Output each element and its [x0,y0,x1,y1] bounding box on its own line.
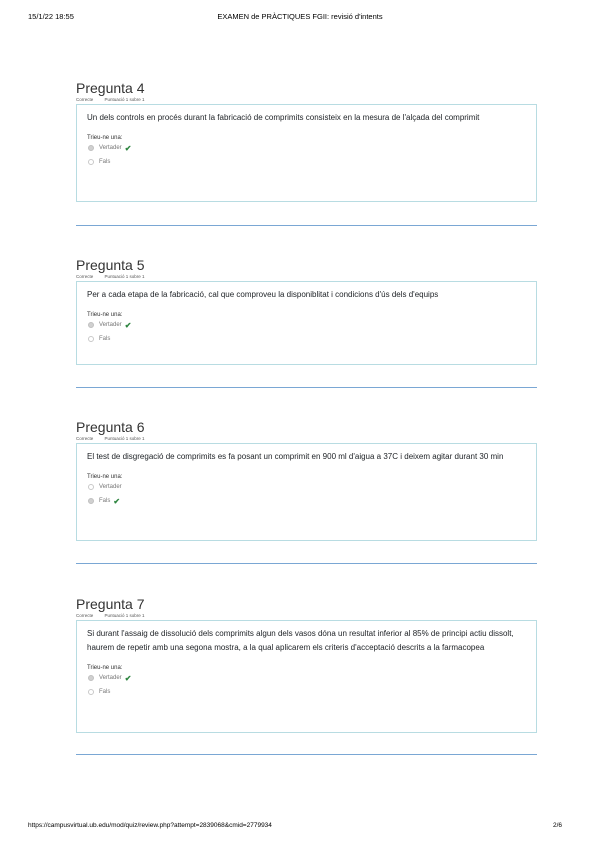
answer-prompt: Trieu-ne una: [87,665,123,671]
page-number: 2/6 [552,822,562,829]
check-icon: ✔ [124,320,132,330]
option-label: Fals [99,689,111,695]
question-text: Per a cada etapa de la fabricació, cal que comproveu la disponiblitat i condicions d'ús dels d'equips [87,290,439,299]
option-fals[interactable] [87,685,526,699]
page-url: https://campusvirtual.ub.edu/mod/quiz/review.php?attempt=2839068&cmid=2779934 [28,822,272,829]
radio-icon[interactable] [88,675,94,681]
question-5 [76,257,537,365]
question-meta [76,97,537,104]
question-status: Correcte [76,613,94,618]
option-label: Vertader [99,675,122,681]
option-label: Fals [99,159,111,165]
question-separator [76,387,537,388]
check-icon: ✔ [113,496,121,506]
question-7 [76,596,537,733]
check-icon: ✔ [124,143,132,153]
question-text: Si durant l'assaig de dissolució dels comprimits algun dels vasos dóna un resultat inferior al 85% de principi actiu dissolt, haurem de repetir amb una segona mostra, a la qual aplicarem els criteris d'acceptació descrits a la farmacopea [87,629,514,652]
option-fals[interactable] [87,332,526,346]
question-6 [76,419,537,541]
option-fals[interactable] [87,494,526,508]
question-status: Correcte [76,274,94,279]
option-vertader[interactable] [87,318,526,332]
print-date: 15/1/22 18:55 [28,12,74,21]
question-box [76,620,537,733]
question-status: Correcte [76,97,94,102]
question-separator [76,754,537,755]
radio-icon[interactable] [88,159,94,165]
question-box [76,443,537,541]
question-separator [76,563,537,564]
question-score: Puntuació 1 sobre 1 [104,436,145,441]
question-text: Un dels controls en procés durant la fabricació de comprimits consisteix en la mesura de l'alçada del comprimit [87,113,480,122]
radio-icon[interactable] [88,336,94,342]
check-icon: ✔ [124,673,132,683]
question-score: Puntuació 1 sobre 1 [104,274,145,279]
answer-prompt: Trieu-ne una: [87,312,123,318]
question-text: El test de disgregació de comprimits es fa posant un comprimit en 900 ml d'aigua a 37C i deixem agitar durant 30 min [87,452,504,461]
option-label: Fals [99,498,111,504]
radio-icon[interactable] [88,498,94,504]
radio-icon[interactable] [88,145,94,151]
question-box [76,281,537,365]
option-label: Vertader [99,484,122,490]
document-title: EXAMEN de PRÀCTIQUES FGII: revisió d'intents [217,12,383,21]
question-meta [76,274,537,281]
question-score: Puntuació 1 sobre 1 [104,613,145,618]
question-score: Puntuació 1 sobre 1 [104,97,145,102]
question-4 [76,80,537,202]
option-label: Vertader [99,322,122,328]
question-box [76,104,537,202]
print-header [28,12,572,24]
question-title: Pregunta 6 [76,419,145,435]
question-status: Correcte [76,436,94,441]
question-meta [76,613,537,620]
option-vertader[interactable] [87,671,526,685]
option-label: Vertader [99,145,122,151]
question-meta [76,436,537,443]
question-separator [76,225,537,226]
option-vertader[interactable] [87,141,526,155]
option-vertader[interactable] [87,480,526,494]
option-label: Fals [99,336,111,342]
radio-icon[interactable] [88,484,94,490]
radio-icon[interactable] [88,689,94,695]
question-title: Pregunta 7 [76,596,145,612]
radio-icon[interactable] [88,322,94,328]
question-title: Pregunta 5 [76,257,145,273]
option-fals[interactable] [87,155,526,169]
answer-prompt: Trieu-ne una: [87,135,123,141]
answer-prompt: Trieu-ne una: [87,474,123,480]
question-title: Pregunta 4 [76,80,145,96]
print-footer [28,822,572,834]
